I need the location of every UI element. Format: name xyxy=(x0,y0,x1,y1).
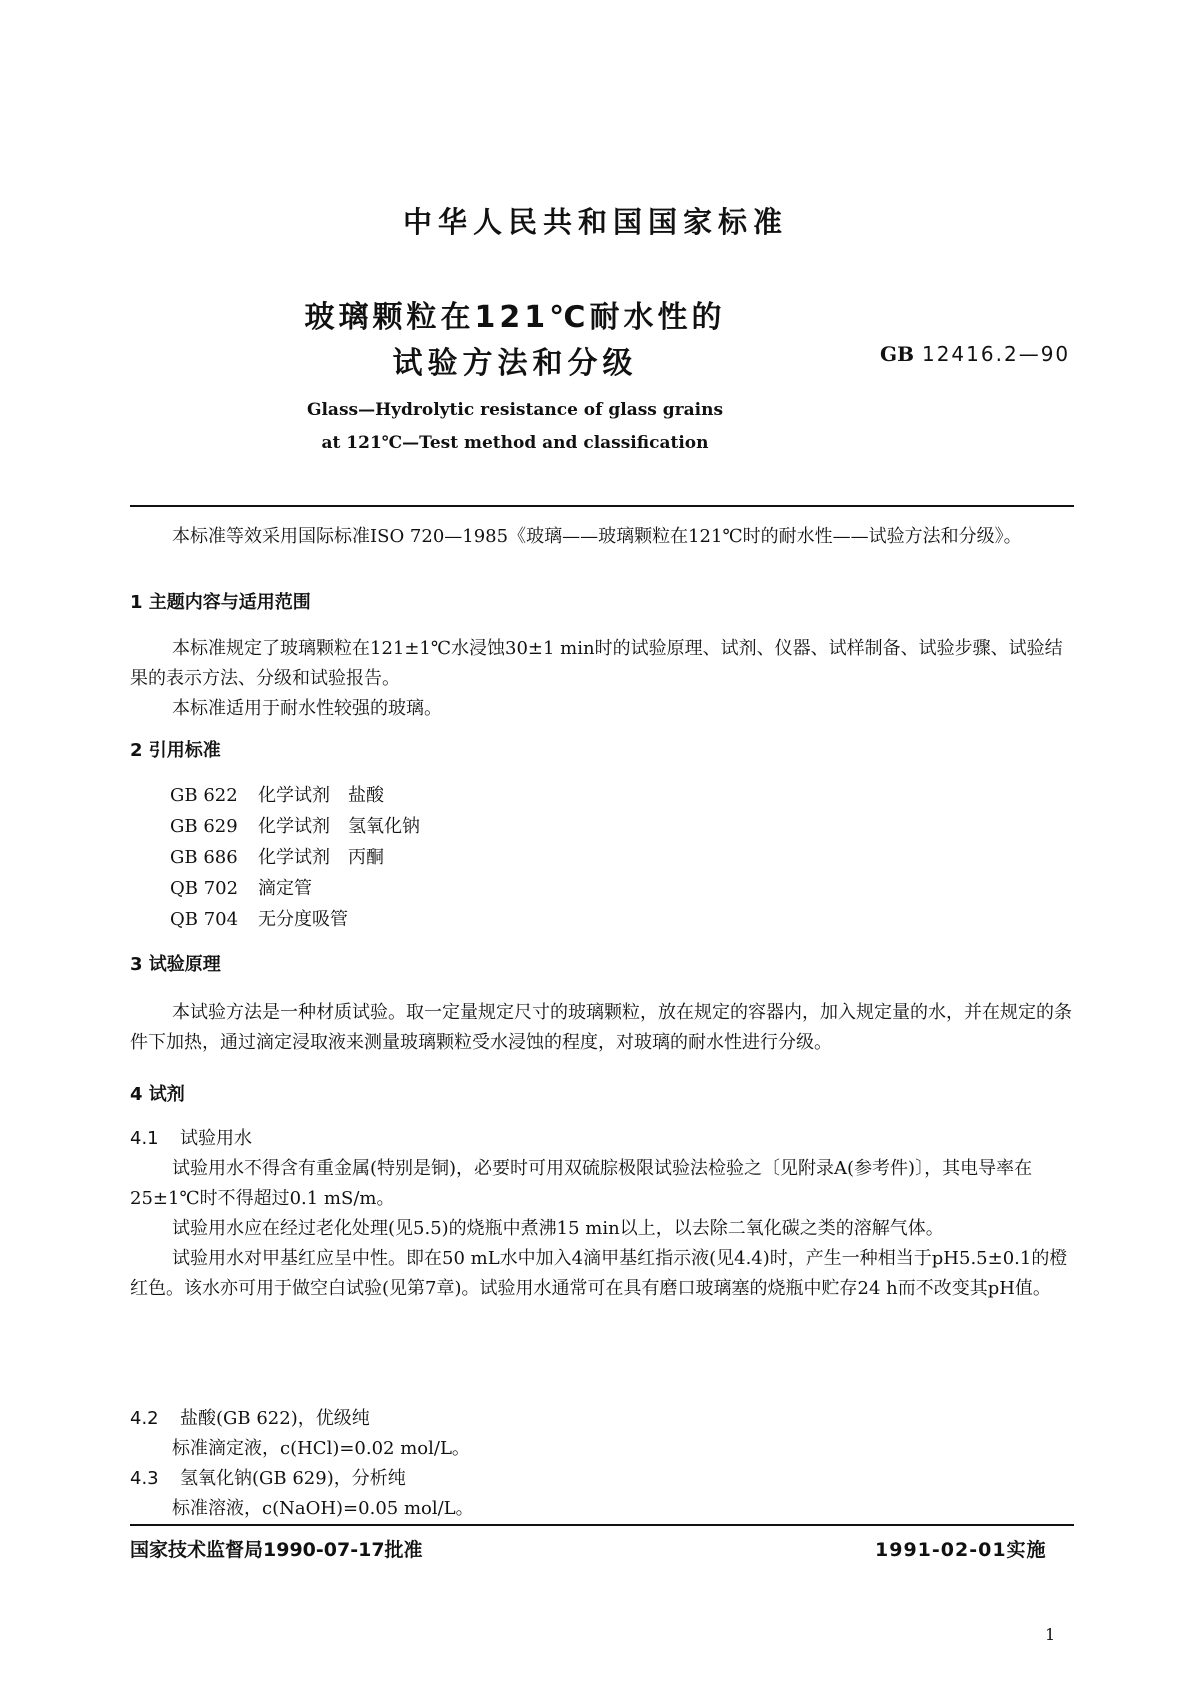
section-1-body xyxy=(130,634,1075,724)
standard-code xyxy=(880,342,1070,366)
title-line-1: 玻璃颗粒在121℃耐水性的 xyxy=(304,300,726,335)
title-line-2: 试验方法和分级 xyxy=(392,346,638,381)
reference-item: GB 622 化学试剂 盐酸 xyxy=(170,785,384,806)
english-title-line-1: Glass—Hydrolytic resistance of glass grains xyxy=(306,400,724,420)
subsection-4-3-heading: 4.3 氢氧化钠(GB 629)，分析纯 xyxy=(130,1468,406,1489)
standard-type-heading: 中华人民共和国国家标准 xyxy=(402,205,788,239)
approval-date: 国家技术监督局1990-07-17批准 xyxy=(130,1539,423,1561)
subsection-4-1-heading: 4.1 试验用水 xyxy=(130,1128,252,1149)
subsection-4-2-heading: 4.2 盐酸(GB 622)，优级纯 xyxy=(130,1408,370,1429)
reference-item: GB 686 化学试剂 丙酮 xyxy=(170,847,384,868)
standard-code-prefix: GB xyxy=(880,342,914,366)
section-3-body xyxy=(130,998,1075,1058)
reference-item: GB 629 化学试剂 氢氧化钠 xyxy=(170,816,420,837)
intro-paragraph xyxy=(130,522,1075,552)
reference-item: QB 704 无分度吸管 xyxy=(170,909,348,930)
subsection-4-1-body xyxy=(130,1154,1075,1304)
reference-item: QB 702 滴定管 xyxy=(170,878,312,899)
reference-list xyxy=(170,780,420,935)
subsection-4-1-para-3: 试验用水对甲基红应呈中性。即在50 mL水中加入4滴甲基红指示液(见4.4)时，产生一种相当于pH5.5±0.1的橙红色。该水亦可用于做空白试验(见第7章)。试验用水通常可在具有磨口玻璃塞的烧瓶中贮存24 h而不改变其pH值。 xyxy=(130,1248,1068,1299)
page-number: 1 xyxy=(1045,1625,1056,1644)
intro-text: 本标准等效采用国际标准ISO 720—1985《玻璃——玻璃颗粒在121℃时的耐水性——试验方法和分级》。 xyxy=(172,526,1022,547)
section-1-para-2: 本标准适用于耐水性较强的玻璃。 xyxy=(172,698,442,719)
standard-code-number: 12416.2—90 xyxy=(921,342,1071,366)
footer-divider xyxy=(130,1524,1074,1526)
subsection-4-1-para-2: 试验用水应在经过老化处理(见5.5)的烧瓶中煮沸15 min以上，以去除二氧化碳之类的溶解气体。 xyxy=(172,1218,944,1239)
section-1-heading: 1 主题内容与适用范围 xyxy=(130,592,311,613)
section-1-para-1: 本标准规定了玻璃颗粒在121±1℃水浸蚀30±1 min时的试验原理、试剂、仪器、试样制备、试验步骤、试验结果的表示方法、分级和试验报告。 xyxy=(130,638,1063,689)
header-divider xyxy=(130,505,1074,507)
subsection-4-1-para-1: 试验用水不得含有重金属(特别是铜)，必要时可用双硫腙极限试验法检验之〔见附录A(参考件)〕，其电导率在25±1℃时不得超过0.1 mS/m。 xyxy=(130,1158,1033,1209)
section-3-heading: 3 试验原理 xyxy=(130,954,221,975)
subsection-4-3-text: 标准溶液，c(NaOH)=0.05 mol/L。 xyxy=(172,1498,474,1519)
section-2-heading: 2 引用标准 xyxy=(130,740,221,761)
section-3-para-1: 本试验方法是一种材质试验。取一定量规定尺寸的玻璃颗粒，放在规定的容器内，加入规定量的水，并在规定的条件下加热，通过滴定浸取液来测量玻璃颗粒受水浸蚀的程度，对玻璃的耐水性进行分级。 xyxy=(130,1002,1072,1053)
effective-date: 1991-02-01实施 xyxy=(875,1539,1047,1561)
english-title-line-2: at 121℃—Test method and classification xyxy=(321,433,709,453)
section-4-heading: 4 试剂 xyxy=(130,1084,185,1105)
subsection-4-2-text: 标准滴定液，c(HCl)=0.02 mol/L。 xyxy=(172,1438,470,1459)
